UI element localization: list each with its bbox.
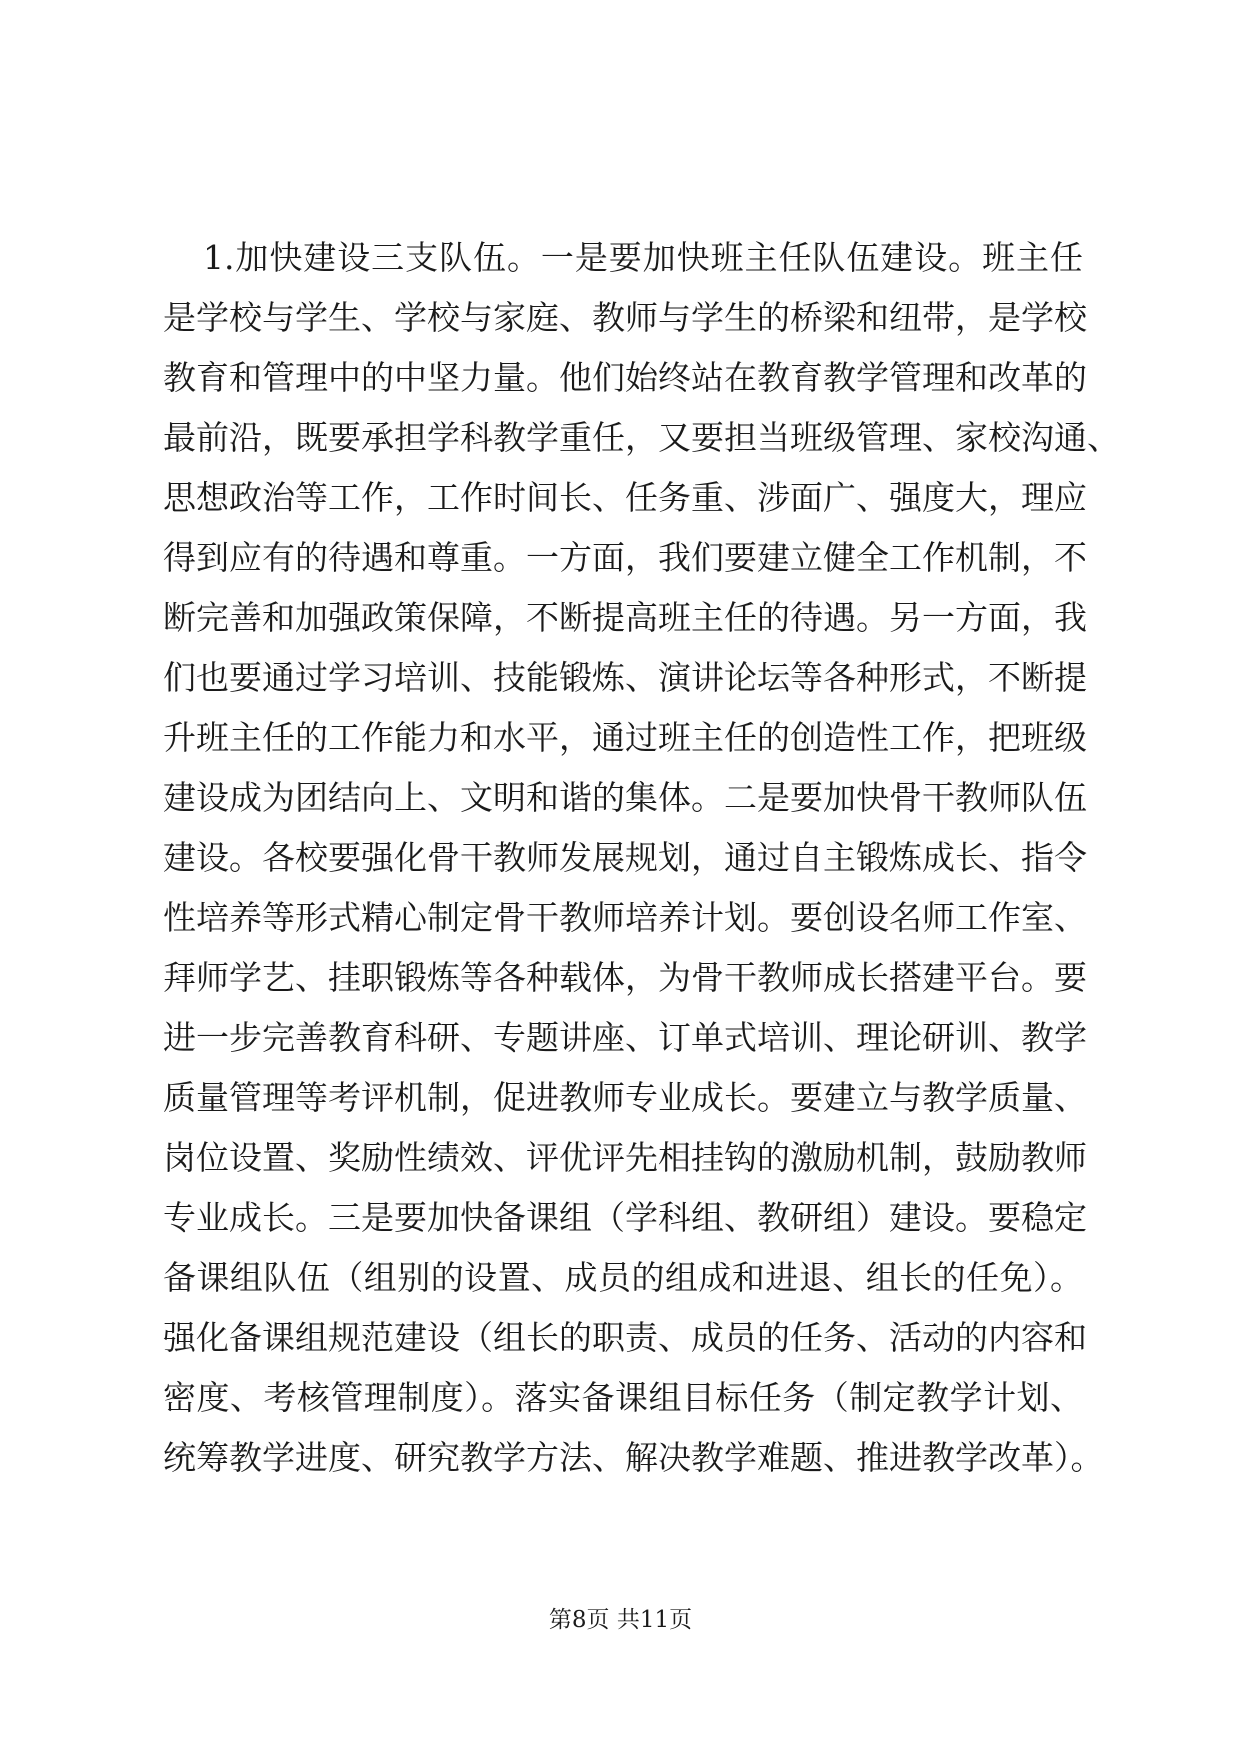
- text-line: 得到应有的待遇和尊重。一方面，我们要建立健全工作机制，不: [163, 538, 1087, 577]
- text-line: 是学校与学生、学校与家庭、教师与学生的桥梁和纽带，是学校: [163, 298, 1087, 337]
- text-line: 1.加快建设三支队伍。一是要加快班主任队伍建设。班主任: [203, 238, 1083, 277]
- text-line: 岗位设置、奖励性绩效、评优评先相挂钩的激励机制，鼓励教师: [163, 1138, 1087, 1177]
- text-line: 建设成为团结向上、文明和谐的集体。二是要加快骨干教师队伍: [163, 778, 1087, 817]
- text-line: 断完善和加强政策保障，不断提高班主任的待遇。另一方面，我: [163, 598, 1087, 637]
- text-line: 密度、考核管理制度）。落实备课组目标任务（制定教学计划、: [163, 1378, 1083, 1417]
- body-paragraph: [163, 228, 1120, 1488]
- page-number-footer: 第8页 共11页: [548, 1607, 693, 1633]
- text-line: 思想政治等工作，工作时间长、任务重、涉面广、强度大，理应: [163, 478, 1087, 517]
- text-line: 们也要通过学习培训、技能锻炼、演讲论坛等各种形式，不断提: [163, 658, 1087, 697]
- text-line: 备课组队伍（组别的设置、成员的组成和进退、组长的任免）。: [163, 1258, 1083, 1297]
- text-line: 进一步完善教育科研、专题讲座、订单式培训、理论研训、教学: [163, 1018, 1087, 1057]
- text-line: 统筹教学进度、研究教学方法、解决教学难题、推进教学改革）。: [163, 1438, 1104, 1477]
- text-line: 专业成长。三是要加快备课组（学科组、教研组）建设。要稳定: [163, 1198, 1087, 1237]
- text-line: 强化备课组规范建设（组长的职责、成员的任务、活动的内容和: [163, 1318, 1087, 1357]
- text-line: 建设。各校要强化骨干教师发展规划，通过自主锻炼成长、指令: [163, 838, 1087, 877]
- text-line: 教育和管理中的中坚力量。他们始终站在教育教学管理和改革的: [163, 358, 1087, 397]
- text-line: 升班主任的工作能力和水平，通过班主任的创造性工作，把班级: [163, 718, 1087, 757]
- text-line: 最前沿，既要承担学科教学重任，又要担当班级管理、家校沟通、: [163, 418, 1120, 457]
- text-line: 质量管理等考评机制，促进教师专业成长。要建立与教学质量、: [163, 1078, 1087, 1117]
- text-line: 拜师学艺、挂职锻炼等各种载体，为骨干教师成长搭建平台。要: [163, 958, 1087, 997]
- text-line: 性培养等形式精心制定骨干教师培养计划。要创设名师工作室、: [163, 898, 1087, 937]
